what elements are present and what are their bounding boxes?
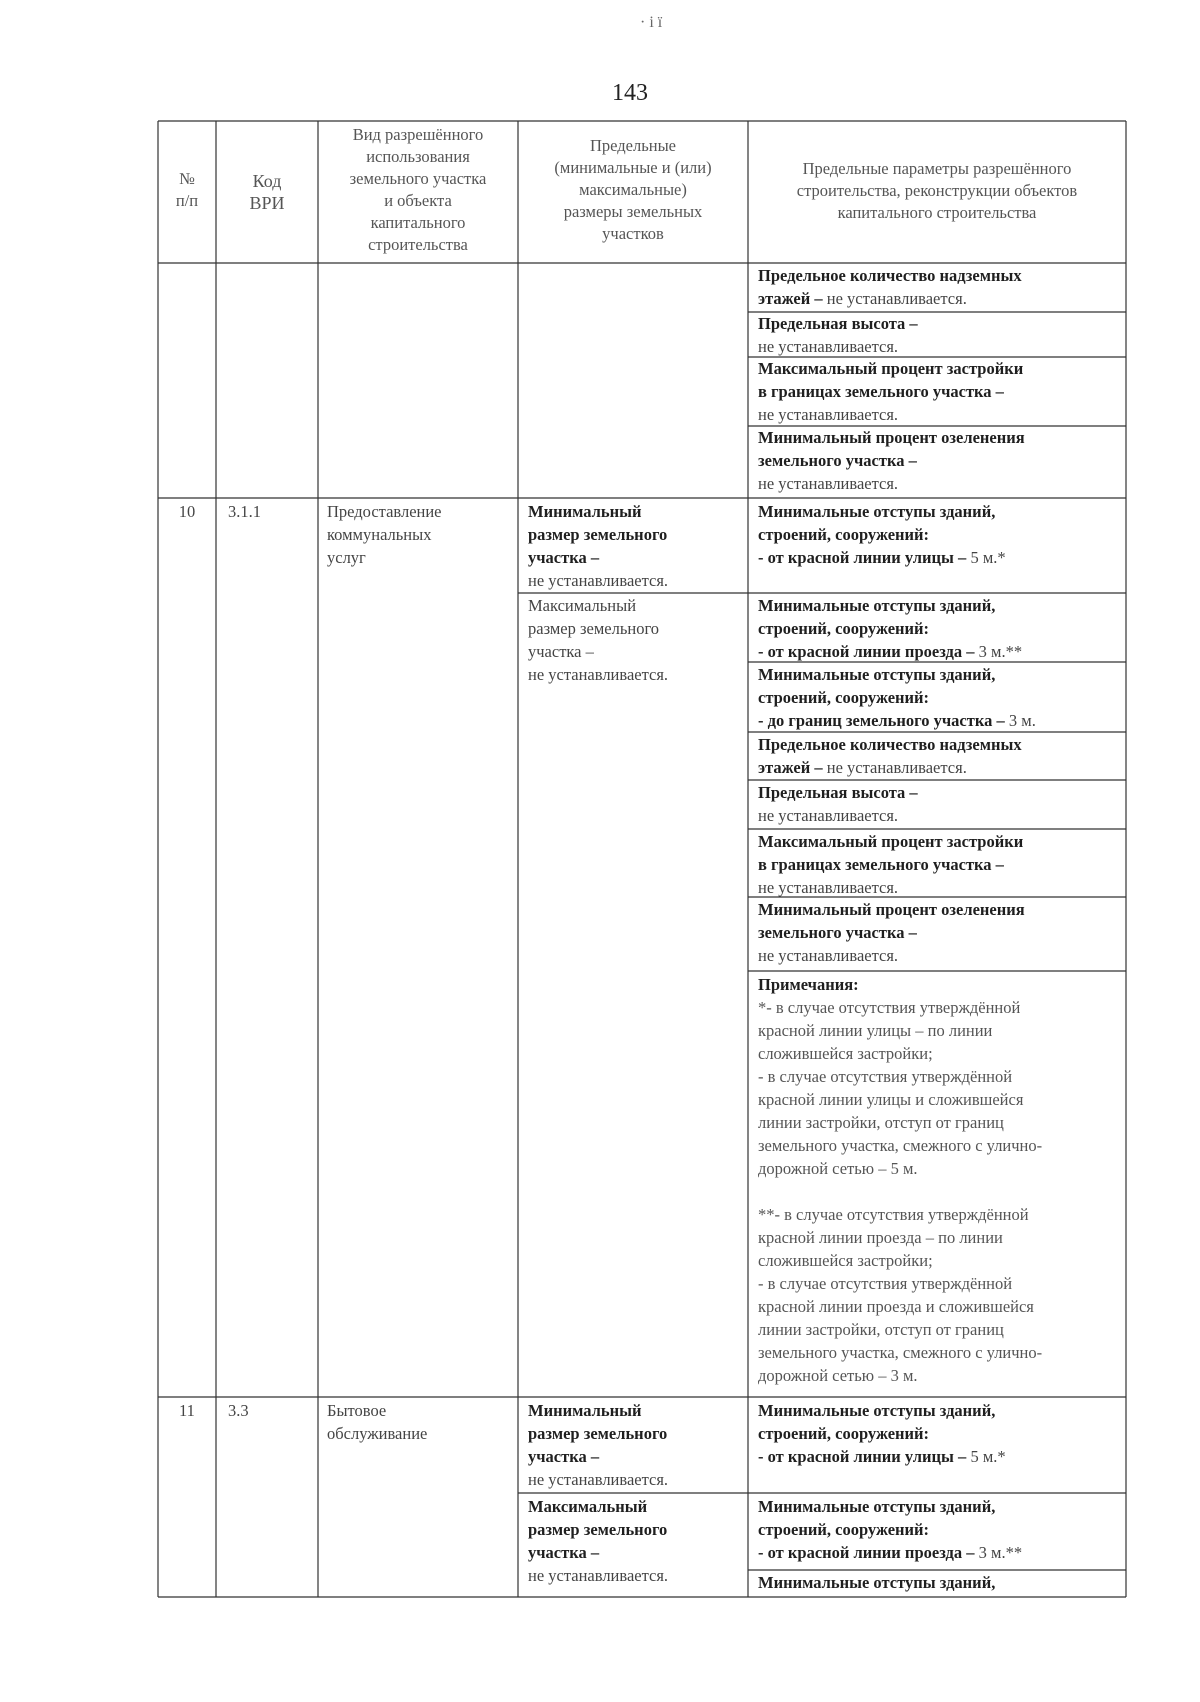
param-setback-boundary: Минимальные отступы зданий, — [758, 1573, 996, 1592]
param-setback-boundary: Минимальные отступы зданий, строений, сооружений: - до границ земельного участка – 3 м. — [758, 665, 1036, 730]
header-number: № п/п — [175, 169, 199, 210]
header-code-vri: Код ВРИ — [249, 171, 285, 213]
page-number: 143 — [612, 80, 648, 106]
row-number: 11 — [179, 1401, 195, 1420]
param-min-green-percent: Минимальный процент озеленения земельного участка – не устанавливается. — [758, 428, 1025, 493]
param-max-floors: Предельное количество надземных этажей – не устанавливается. — [758, 266, 1022, 308]
param-max-building-percent: Максимальный процент застройки в границах земельного участка – не устанавливается. — [758, 359, 1024, 424]
notes: Примечания: *- в случае отсутствия утверждённой красной линии улицы – по линии сложившейся застройки; - в случае отсутствия утверждённой красной линии улицы и сложившейся линии застройки, отступ от границ земельного участка, смежного с улично- дорожной сетью – 5 м. **- в случае отсутствия утверждённой красной линии проезда – по линии сложившейся застройки; - в случае отсутствия утверждённой красной линии проезда и сложившейся линии застройки, отступ от границ земельного участка, смежного с улично- дорожной сетью – 3 м. — [758, 973, 1118, 1387]
min-land-size: Минимальный размер земельного участка – не устанавливается. — [528, 1401, 669, 1489]
max-land-size: Максимальный размер земельного участка – не устанавливается. — [528, 1497, 669, 1585]
row-code-vri: 3.1.1 — [228, 502, 261, 521]
param-max-height: Предельная высота – не устанавливается. — [758, 783, 918, 825]
param-min-green-percent: Минимальный процент озеленения земельного участка – не устанавливается. — [758, 900, 1025, 965]
row-permitted-use: Предоставление коммунальных услуг — [327, 502, 442, 567]
param-max-height: Предельная высота – не устанавливается. — [758, 314, 918, 356]
header-land-sizes: Предельные (минимальные и (или) максимальные) размеры земельных участков — [554, 136, 712, 243]
scan-artifact: · і ї — [640, 14, 663, 31]
param-setback-street: Минимальные отступы зданий, строений, сооружений: - от красной линии улицы – 5 м.* — [758, 502, 1006, 567]
notes-title: Примечания: — [758, 975, 859, 994]
param-max-building-percent: Максимальный процент застройки в границах земельного участка – не устанавливается. — [758, 832, 1024, 897]
param-setback-driveway: Минимальные отступы зданий, строений, сооружений: - от красной линии проезда – 3 м.** — [758, 1497, 1023, 1562]
row-code-vri: 3.3 — [228, 1401, 249, 1420]
max-land-size: Максимальный размер земельного участка – не устанавливается. — [528, 596, 669, 684]
param-max-floors: Предельное количество надземных этажей – не устанавливается. — [758, 735, 1022, 777]
row-permitted-use: Бытовое обслуживание — [327, 1401, 428, 1443]
header-construction-params: Предельные параметры разрешённого строительства, реконструкции объектов капитального строительства — [796, 159, 1078, 222]
row-number: 10 — [178, 502, 196, 521]
param-setback-driveway: Минимальные отступы зданий, строений, сооружений: - от красной линии проезда – 3 м.** — [758, 596, 1023, 661]
header-permitted-use: Вид разрешённого использования земельного участка и объекта капитального строительства — [349, 125, 487, 254]
min-land-size: Минимальный размер земельного участка – не устанавливается. — [528, 502, 669, 590]
param-setback-street: Минимальные отступы зданий, строений, сооружений: - от красной линии улицы – 5 м.* — [758, 1401, 1006, 1466]
